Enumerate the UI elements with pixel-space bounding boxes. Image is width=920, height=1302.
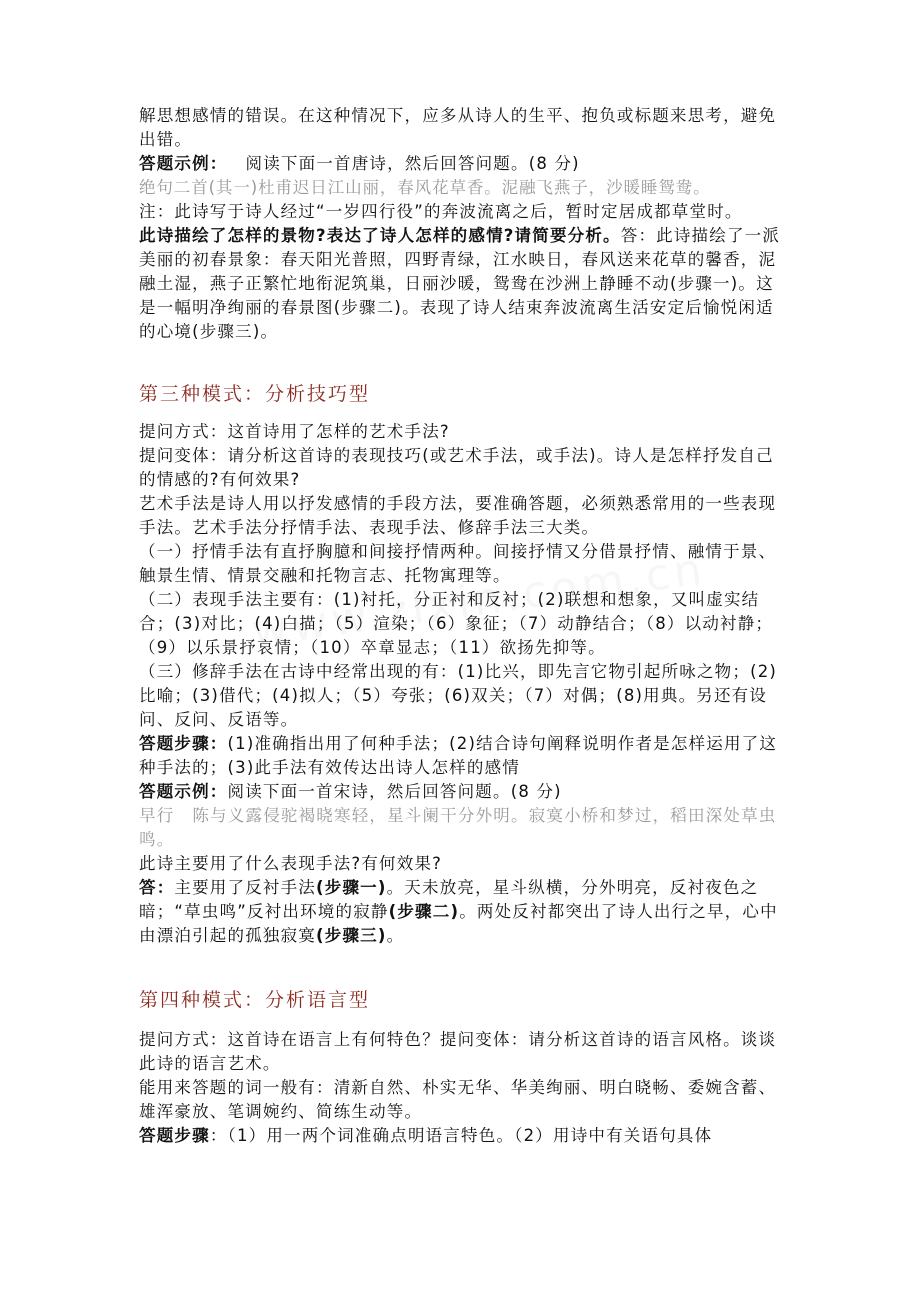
answer-seg-1: 主要用了反衬手法	[174, 878, 317, 897]
answer-paragraph-2	[139, 876, 787, 948]
technique-item-1: （一）抒情手法有直抒胸臆和间接抒情两种。间接抒情又分借景抒情、融情于景、触景生情、情景交融和托物言志、托物寓理等。	[139, 542, 777, 585]
answer-label: 答：	[139, 878, 175, 897]
steps-text-4: ：（1）用一两个词准确点明语言特色。（2）用诗中有关语句具体	[209, 1126, 713, 1145]
words-line-4: 能用来答题的词一般有：清新自然、朴实无华、华美绚丽、明白晓畅、委婉含蓄、雄浑豪放、笔调婉约、简练生动等。	[139, 1078, 777, 1121]
ask-way: 提问方式：这首诗用了怎样的艺术手法?	[139, 422, 450, 441]
question-text: 此诗描绘了怎样的景物?表达了诗人怎样的感情?请简要分析。	[139, 226, 621, 245]
ask-variant: 提问变体：请分析这首诗的表现技巧(或艺术手法，或手法)。诗人是怎样抒发自己的情感的?有何效果?	[139, 446, 774, 489]
steps-label: 答题步骤：	[139, 734, 228, 753]
example-line	[139, 152, 787, 176]
answer-step-1: (步骤一)	[316, 878, 387, 897]
poem-note: 注：此诗写于诗人经过“一岁四行役”的奔波流离之后，暂时定居成都草堂时。	[139, 202, 743, 221]
example-prompt: 阅读下面一首唐诗，然后回答问题。(8 分)	[245, 154, 580, 173]
example-label: 答题示例：	[139, 154, 228, 173]
section-title-3: 第三种模式：分析技巧型	[139, 383, 371, 405]
technique-item-3: （三）修辞手法在古诗中经常出现的有：(1)比兴，即先言它物引起所咏之物；(2)比喻；(3)借代；(4)拟人；（5）夸张；(6)双关；（7）对偶；(8)用典。另还有设问、反问、反语等。	[139, 662, 778, 729]
document-body	[139, 104, 787, 1148]
steps-label-4: 答题步骤	[139, 1126, 210, 1145]
example-line-2	[139, 780, 787, 804]
answer-seg-2: 。天未放亮，星斗纵横，分外明亮，反衬夜色之暗；“草虫鸣”反衬出环境的寂静	[139, 878, 759, 921]
answer-steps	[139, 732, 787, 780]
ask-line-4: 提问方式：这首诗在语言上有何特色？提问变体：请分析这首诗的语言风格。谈谈此诗的语言艺术。	[139, 1030, 777, 1073]
example-label-2: 答题示例：	[139, 782, 228, 801]
steps-line-4	[139, 1124, 787, 1148]
section-title-4: 第四种模式：分析语言型	[139, 989, 371, 1011]
poem-text: 绝句二首(其一)杜甫迟日江山丽，春风花草香。泥融飞燕子，沙暖睡鸳鸯。	[139, 178, 711, 197]
example-prompt-2: 阅读下面一首宋诗，然后回答问题。(8 分)	[227, 782, 562, 801]
paragraph-continuation: 解思想感情的错误。在这种情况下，应多从诗人的生平、抱负或标题来思考，避免出错。	[139, 106, 777, 149]
poem-body: 陈与义露侵驼褐晓寒轻，星斗阑干分外明。寂寞小桥和梦过，稻田深处草虫鸣。	[139, 806, 777, 849]
answer-step-2: (步骤二)	[388, 902, 460, 921]
poem-text-2	[139, 804, 787, 852]
steps-text: (1)准确指出用了何种手法；(2)结合诗句阐释说明作者是怎样运用了这种手法的；(3)此手法有效传达出诗人怎样的感情	[139, 734, 778, 777]
question-answer	[139, 224, 787, 344]
answer-seg-4: 。	[386, 926, 405, 945]
poem-title: 早行	[139, 806, 175, 825]
answer-text: 答：此诗描绘了一派美丽的初春景象：春天阳光普照，四野青绿，江水映日，春风送来花草的馨香，泥融土湿，燕子正繁忙地衔泥筑巢，日丽沙暖，鸳鸯在沙洲上静睡不动(步骤一)。这是一幅明净绚丽的春景图(步骤二)。表现了诗人结束奔波流离生活安定后愉悦闲适的心境(步骤三)。	[139, 226, 781, 341]
answer-seg-3: 。两处反衬都突出了诗人出行之早，心中由漂泊引起的孤独寂寞	[139, 902, 778, 945]
answer-step-3: (步骤三)	[316, 926, 387, 945]
intro-paragraph: 艺术手法是诗人用以抒发感情的手段方法，要准确答题，必须熟悉常用的一些表现手法。艺术手法分抒情手法、表现手法、修辞手法三大类。	[139, 494, 777, 537]
question-line-2: 此诗主要用了什么表现手法?有何效果?	[139, 854, 443, 873]
technique-item-2: （二）表现手法主要有：(1)衬托，分正衬和反衬；(2)联想和想象，又叫虚实结合；(3)对比；(4)白描；（5）渲染；（6）象征；（7）动静结合；（8）以动衬静；（9）以乐景抒哀情；（10）卒章显志；（11）欲扬先抑等。	[139, 590, 774, 657]
